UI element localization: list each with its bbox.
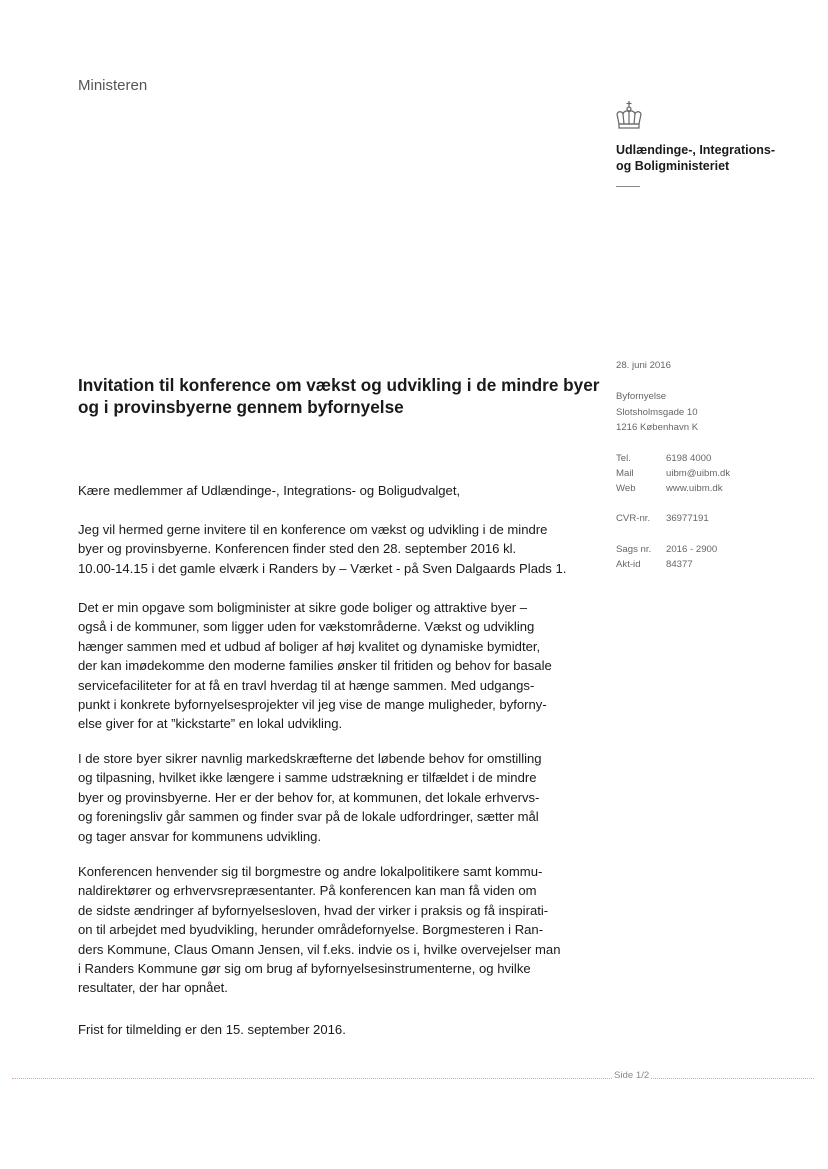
cvr-value: 36977191 <box>666 513 709 524</box>
ministry-name-line-1: Udlændinge-, Integrations- <box>616 143 776 157</box>
paragraph-line: 10.00-14.15 i det gamle elværk i Randers by – Værket - på Sven Dalgaards Plads 1. <box>78 560 567 576</box>
footer-divider <box>12 1078 814 1079</box>
title-line: Invitation til konference om vækst og udvikling i de mindre byer <box>78 375 600 395</box>
paragraph-line: i Randers Kommune gør sig om brug af byfornyelsesinstrumenterne, og hvilke <box>78 961 531 977</box>
sender-address <box>616 389 698 436</box>
cvr-label: CVR-nr. <box>616 513 651 524</box>
contact-row-web <box>616 481 730 496</box>
contact-label: Tel. <box>616 453 631 464</box>
case-number-row <box>616 542 717 557</box>
registration-deadline: Frist for tilmelding er den 15. september 2016. <box>78 1022 346 1037</box>
paragraph-line: der kan imødekomme den moderne families ønsker til fritiden og behov for basale <box>78 658 552 674</box>
paragraph-line: også i de kommuner, som ligger uden for vækstområderne. Vækst og udvikling <box>78 619 535 635</box>
letter-date: 28. juni 2016 <box>616 360 671 371</box>
paragraph-3 <box>78 749 598 846</box>
paragraph-line: ders Kommune, Claus Omann Jensen, vil f.eks. indvie os i, hvilke overvejelser man <box>78 941 561 957</box>
contact-info <box>616 451 730 496</box>
paragraph-1 <box>78 520 598 578</box>
page-number: Side 1/2 <box>614 1070 650 1081</box>
contact-row-mail <box>616 466 730 481</box>
ref-value: 84377 <box>666 559 693 570</box>
title-line: og i provinsbyerne gennem byfornyelse <box>78 397 404 417</box>
crown-icon <box>612 100 646 132</box>
paragraph-line: byer og provinsbyerne. Konferencen finder sted den 28. september 2016 kl. <box>78 541 517 557</box>
address-street: Slotsholmsgade 10 <box>616 406 698 418</box>
paragraph-2 <box>78 598 598 734</box>
letterhead-divider <box>616 186 640 187</box>
paragraph-line: I de store byer sikrer navnlig markedskræfterne det løbende behov for omstilling <box>78 751 542 766</box>
sender-label: Ministeren <box>78 77 148 94</box>
paragraph-line: Det er min opgave som boligminister at sikre gode boliger og attraktive byer – <box>78 600 528 615</box>
paragraph-line: Jeg vil hermed gerne invitere til en konference om vækst og udvikling i de mindre <box>78 522 548 537</box>
paragraph-line: og tilpasning, hvilket ikke længere i samme udstrækning er tilfældet i de mindre <box>78 770 537 786</box>
contact-value: uibm@uibm.dk <box>666 468 731 479</box>
contact-value: www.uibm.dk <box>666 483 723 494</box>
paragraph-line: hænger sammen med et udbud af boliger af høj kvalitet og dynamiske bymidter, <box>78 638 541 654</box>
ministry-name <box>616 142 775 174</box>
paragraph-line: punkt i konkrete byfornyelsesprojekter vil jeg vise de mange muligheder, byforny- <box>78 697 547 713</box>
address-department: Byfornyelse <box>616 391 667 402</box>
ref-label: Sags nr. <box>616 544 652 555</box>
ref-value: 2016 - 2900 <box>666 544 718 555</box>
paragraph-line: byer og provinsbyerne. Her er der behov for, at kommunen, det lokale erhvervs- <box>78 789 540 805</box>
paragraph-line: de sidste ændringer af byfornyelsesloven, hvad der virker i praksis og få inspirati- <box>78 902 549 918</box>
cvr-info <box>616 511 709 526</box>
contact-label: Mail <box>616 468 634 479</box>
salutation: Kære medlemmer af Udlændinge-, Integrations- og Boligudvalget, <box>78 483 461 498</box>
paragraph-line: on til arbejdet med byudvikling, herunder områdefornyelse. Borgmesteren i Ran- <box>78 922 544 938</box>
paragraph-line: resultater, der har opnået. <box>78 980 228 996</box>
paragraph-line: servicefaciliteter for at få en travl hverdag til at hænge sammen. Med udgangs- <box>78 677 535 693</box>
paragraph-line: Konferencen henvender sig til borgmestre og andre lokalpolitikere samt kommu- <box>78 864 543 879</box>
paragraph-line: og tager ansvar for kommunens udvikling. <box>78 828 322 844</box>
contact-label: Web <box>616 483 636 494</box>
ministry-name-line-2: og Boligministeriet <box>616 159 730 173</box>
contact-value: 6198 4000 <box>666 453 712 464</box>
paragraph-line: else giver for at ”kickstarte” en lokal udvikling. <box>78 716 343 732</box>
paragraph-line: naldirektører og erhvervsrepræsentanter. På konferencen kan man få viden om <box>78 883 537 899</box>
letter-title <box>78 374 598 418</box>
act-id-row <box>616 557 717 572</box>
address-city: 1216 København K <box>616 422 699 433</box>
case-references <box>616 542 717 572</box>
ref-label: Akt-id <box>616 559 641 570</box>
paragraph-4 <box>78 862 598 998</box>
paragraph-line: og foreningsliv går sammen og finder svar på de lokale udfordringer, sætter mål <box>78 809 539 825</box>
contact-row-phone <box>616 451 730 466</box>
